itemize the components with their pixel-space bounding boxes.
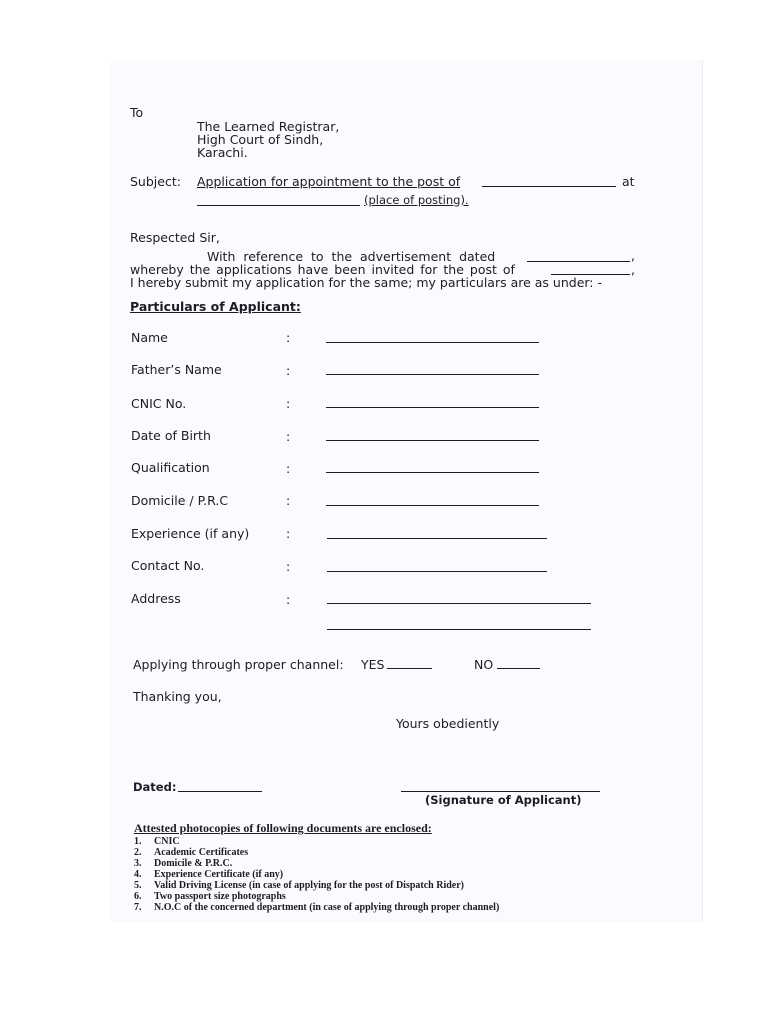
field-label-qualification: Qualification — [131, 460, 210, 475]
dated-label: Dated: — [133, 780, 177, 794]
subject-text: Application for appointment to the post of — [197, 174, 461, 189]
body-line-1: With reference to the advertisement dated — [207, 249, 496, 264]
place-of-posting-label: (place of posting). — [364, 193, 469, 207]
form-page — [110, 60, 703, 922]
field-label-experience: Experience (if any) — [131, 526, 250, 541]
yes-blank[interactable] — [387, 668, 432, 669]
enclosure-item: Two passport size photographs — [154, 891, 286, 902]
qualification-field[interactable] — [326, 472, 539, 473]
field-colon: : — [286, 559, 291, 574]
field-label-name: Name — [131, 330, 168, 345]
place-blank[interactable] — [197, 205, 360, 206]
date-of-birth-field[interactable] — [326, 440, 539, 441]
advertisement-date-blank[interactable] — [527, 261, 630, 262]
enclosure-item: Domicile & P.R.C. — [154, 858, 233, 869]
field-colon: : — [286, 461, 291, 476]
fathers-name-field[interactable] — [326, 374, 539, 375]
field-colon: : — [286, 429, 291, 444]
signature-line[interactable] — [401, 791, 600, 792]
yes-label: YES — [361, 657, 385, 672]
field-label-date-of-birth: Date of Birth — [131, 428, 211, 443]
enclosures-heading: Attested photocopies of following documents are enclosed: — [134, 821, 432, 835]
enclosure-item: CNIC — [154, 836, 180, 847]
comma-2: , — [631, 262, 635, 277]
contact-field[interactable] — [327, 571, 547, 572]
subject-label: Subject: — [130, 174, 181, 189]
addressee-line-1: The Learned Registrar, — [197, 119, 340, 134]
enclosure-number: 2. — [134, 847, 142, 858]
enclosure-number: 3. — [134, 858, 142, 869]
addressee-line-3: Karachi. — [197, 145, 248, 160]
comma-1: , — [631, 248, 635, 263]
post-blank[interactable] — [482, 186, 616, 187]
domicile-field[interactable] — [326, 505, 539, 506]
enclosure-number: 7. — [134, 902, 142, 913]
name-field[interactable] — [326, 342, 539, 343]
dated-blank[interactable] — [178, 791, 262, 792]
enclosure-item: Experience Certificate (if any) — [154, 869, 284, 880]
thanking-you: Thanking you, — [133, 689, 222, 704]
field-colon: : — [286, 330, 291, 345]
enclosure-item: Valid Driving License (in case of applying for the post of Dispatch Rider) — [154, 880, 465, 891]
to-label: To — [130, 105, 144, 120]
field-label-cnic: CNIC No. — [131, 396, 187, 411]
body-line-2: whereby the applications have been invited for the post of — [130, 262, 515, 277]
enclosure-number: 4. — [134, 869, 142, 880]
signature-label: (Signature of Applicant) — [425, 793, 582, 807]
field-label-contact: Contact No. — [131, 558, 205, 573]
no-blank[interactable] — [497, 668, 540, 669]
field-label-fathers-name: Father’s Name — [131, 362, 222, 377]
particulars-heading: Particulars of Applicant: — [130, 299, 301, 314]
body-line-3: I hereby submit my application for the same; my particulars are as under: - — [130, 275, 602, 290]
field-label-address: Address — [131, 591, 181, 606]
addressee-line-2: High Court of Sindh, — [197, 132, 324, 147]
enclosure-number: 5. — [134, 880, 142, 891]
experience-field[interactable] — [327, 538, 547, 539]
field-colon: : — [286, 396, 291, 411]
field-colon: : — [286, 592, 291, 607]
enclosure-item: Academic Certificates — [154, 847, 249, 858]
field-colon: : — [286, 493, 291, 508]
field-colon: : — [286, 526, 291, 541]
salutation: Respected Sir, — [130, 230, 220, 245]
field-colon: : — [286, 363, 291, 378]
enclosure-number: 1. — [134, 836, 142, 847]
no-label: NO — [474, 657, 494, 672]
address-field-line-1[interactable] — [327, 603, 591, 604]
enclosure-number: 6. — [134, 891, 142, 902]
enclosure-item: N.O.C of the concerned department (in case of applying through proper channel) — [154, 902, 500, 913]
subject-at: at — [622, 174, 635, 189]
address-field-line-2[interactable] — [327, 629, 591, 630]
yours-obediently: Yours obediently — [396, 716, 500, 731]
proper-channel-label: Applying through proper channel: — [133, 657, 344, 672]
field-label-domicile: Domicile / P.R.C — [131, 493, 229, 508]
cnic-field[interactable] — [326, 407, 539, 408]
